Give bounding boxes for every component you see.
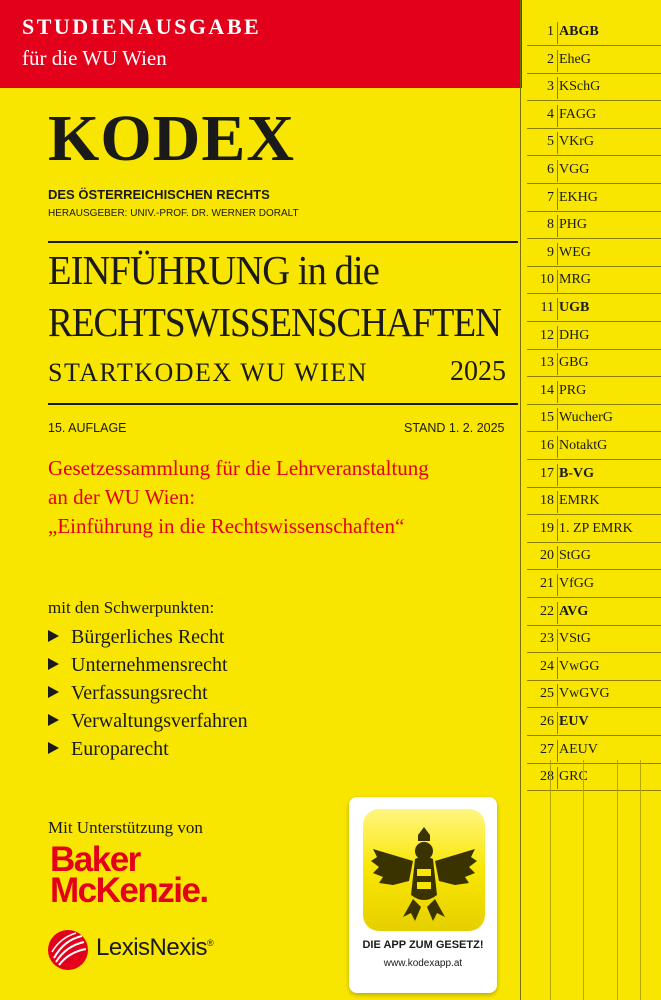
register-tab-separator: [557, 188, 558, 210]
register-tab-number: 13: [540, 355, 554, 371]
register-tab-abbreviation: NotaktG: [559, 438, 608, 453]
register-tab-number: 22: [540, 603, 554, 619]
register-tab-number: 9: [547, 244, 554, 260]
focus-item: [48, 711, 248, 731]
register-tab-number: 27: [540, 741, 554, 757]
register-tab-separator: [557, 767, 558, 789]
focus-item: [48, 655, 228, 675]
register-tab-separator: [557, 160, 558, 182]
book-year: 2025: [450, 356, 506, 387]
triangle-bullet-icon: [48, 630, 59, 642]
register-tab-abbreviation: VfGG: [559, 576, 594, 591]
register-tab-abbreviation: EUV: [559, 714, 589, 729]
register-tab-separator: [557, 740, 558, 762]
book-title-line1: EINFÜHRUNG in die: [48, 247, 379, 293]
register-tab-separator: [557, 77, 558, 99]
register-tab-separator: [557, 546, 558, 568]
sponsor-logo-line1: Baker: [50, 840, 140, 879]
brand-subtitle: DES ÖSTERREICHISCHEN RECHTS: [48, 187, 270, 202]
register-tab: [521, 516, 661, 543]
register-tab-abbreviation: DHG: [559, 327, 590, 343]
register-tab-abbreviation: UGB: [559, 300, 590, 315]
register-tab-separator: [557, 436, 558, 458]
triangle-bullet-icon: [48, 658, 59, 670]
register-tab: [521, 267, 661, 294]
register-tab: [521, 157, 661, 184]
register-tab-abbreviation: GBG: [559, 355, 589, 371]
register-tab-number: 2: [547, 51, 554, 67]
register-tab-separator: [557, 353, 558, 375]
register-tab-number: 24: [540, 658, 554, 674]
app-caption: DIE APP ZUM GESETZ!: [362, 939, 484, 951]
register-tab-number: 3: [547, 79, 554, 95]
register-tab-abbreviation: EKHG: [559, 189, 598, 205]
register-tab-separator: [557, 105, 558, 127]
focus-item-label: Verwaltungsverfahren: [71, 710, 248, 732]
register-tab: [521, 488, 661, 515]
sponsor-logo-line2: McKenzie.: [50, 871, 208, 910]
register-tab: [521, 681, 661, 708]
register-tab: [521, 240, 661, 267]
register-tab-abbreviation: AVG: [559, 603, 589, 619]
register-tab: [521, 709, 661, 736]
register-tab-abbreviation: VwGG: [559, 658, 600, 674]
triangle-bullet-icon: [48, 686, 59, 698]
register-tab-number: 8: [547, 217, 554, 233]
register-tab-separator: [557, 464, 558, 486]
register-tab: [521, 129, 661, 156]
register-tab-number: 7: [547, 189, 554, 205]
support-intro: Mit Unterstützung von: [48, 818, 203, 837]
register-tab-separator: [557, 381, 558, 403]
banner-subtitle: für die WU Wien: [22, 46, 167, 70]
register-tab: [521, 378, 661, 405]
focus-item-label: Europarecht: [71, 738, 169, 760]
register-tab: [521, 571, 661, 598]
register-tab-separator: [557, 132, 558, 154]
lexisnexis-logo-icon: [46, 928, 90, 972]
book-subtitle: STARTKODEX WU WIEN: [48, 358, 368, 387]
edition-banner: [0, 0, 522, 88]
focus-item: [48, 739, 169, 759]
register-tab-separator: [557, 326, 558, 348]
register-tab-number: 5: [547, 134, 554, 150]
page-edge-line: [640, 760, 641, 1000]
register-tab-separator: [557, 270, 558, 292]
eagle-crest-icon: [363, 809, 485, 931]
register-tab-number: 11: [540, 300, 554, 315]
description-line: an der WU Wien:: [48, 485, 196, 509]
register-tab: [521, 74, 661, 101]
register-tab-separator: [557, 408, 558, 430]
book-title-line2: RECHTSWISSENSCHAFTEN: [48, 299, 501, 345]
register-tab-abbreviation: KSchG: [559, 79, 601, 95]
register-tab-abbreviation: EheG: [559, 51, 591, 67]
register-tab-number: 1: [547, 24, 554, 39]
register-tab-number: 18: [540, 493, 554, 509]
title-rule-top: [48, 241, 518, 243]
register-tab: [521, 543, 661, 570]
register-tab-abbreviation: AEUV: [559, 741, 598, 757]
app-url: www.kodexapp.at: [383, 958, 463, 969]
triangle-bullet-icon: [48, 714, 59, 726]
register-tab-abbreviation: GRC: [559, 769, 588, 785]
register-tab-abbreviation: 1. ZP EMRK: [559, 520, 633, 536]
register-tab-separator: [557, 657, 558, 679]
focus-item: [48, 627, 224, 647]
register-tab: [521, 19, 661, 46]
register-tab-number: 25: [540, 686, 554, 702]
register-tab-separator: [557, 50, 558, 72]
register-tab: [521, 47, 661, 74]
register-tab: [521, 654, 661, 681]
stand-date: STAND 1. 2. 2025: [404, 421, 505, 435]
register-tab-abbreviation: MRG: [559, 272, 591, 288]
focus-item-label: Verfassungsrecht: [71, 682, 208, 704]
register-tab: [521, 102, 661, 129]
register-tab-abbreviation: StGG: [559, 548, 591, 564]
register-tab-abbreviation: FAGG: [559, 106, 597, 122]
focus-item: [48, 683, 208, 703]
register-tab-abbreviation: PRG: [559, 382, 587, 398]
register-tab-separator: [557, 602, 558, 624]
register-tab-abbreviation: VStG: [559, 631, 591, 647]
brand-name: KODEX: [48, 102, 296, 175]
register-tab: [521, 433, 661, 460]
register-tab-separator: [557, 629, 558, 651]
page-edge-line: [550, 760, 551, 1000]
register-tab-abbreviation: VKrG: [559, 134, 594, 150]
banner-title: STUDIENAUSGABE: [22, 14, 262, 39]
register-tab-number: 6: [547, 162, 554, 177]
edition-label: 15. AUFLAGE: [48, 421, 127, 435]
register-tab-number: 28: [540, 769, 554, 785]
register-tab-separator: [557, 684, 558, 706]
register-tab-number: 23: [540, 631, 554, 647]
app-promo-card: [349, 797, 497, 993]
focus-item-label: Bürgerliches Recht: [71, 626, 225, 648]
register-tab-abbreviation: VwGVG: [559, 686, 610, 702]
register-tab-number: 20: [540, 548, 554, 564]
register-tab-number: 12: [540, 327, 554, 343]
register-tab-separator: [557, 491, 558, 513]
title-rule-bottom: [48, 403, 518, 405]
register-tab-abbreviation: B-VG: [559, 465, 594, 481]
register-tab-abbreviation: WucherG: [559, 410, 613, 426]
register-tab-separator: [557, 712, 558, 734]
register-tab-number: 17: [540, 465, 554, 481]
register-tab-abbreviation: VGG: [559, 162, 590, 177]
register-tab: [521, 323, 661, 350]
register-tab-number: 15: [540, 410, 554, 426]
register-tab-number: 26: [540, 714, 554, 729]
register-tab-abbreviation: WEG: [559, 244, 591, 260]
kodex-app-icon: [363, 809, 485, 931]
register-tab-number: 10: [540, 272, 554, 288]
register-tab-separator: [557, 298, 558, 320]
triangle-bullet-icon: [48, 742, 59, 754]
focus-intro: mit den Schwerpunkten:: [48, 598, 215, 617]
register-tab: [521, 295, 661, 322]
register-tab: [521, 599, 661, 626]
register-tab-abbreviation: ABGB: [559, 24, 599, 39]
register-tab-abbreviation: EMRK: [559, 493, 600, 509]
description-line: „Einführung in die Rechtswissenschaften“: [48, 514, 405, 538]
page-edge-line: [583, 760, 584, 1000]
publisher-name: LexisNexis®: [96, 934, 214, 961]
register-tab-number: 16: [540, 438, 554, 453]
register-tab: [521, 626, 661, 653]
register-tab-number: 14: [540, 382, 554, 398]
register-tab-separator: [557, 243, 558, 265]
register-tab-number: 19: [540, 520, 554, 536]
register-tab-separator: [557, 22, 558, 44]
register-tab-abbreviation: PHG: [559, 217, 588, 233]
register-tab: [521, 350, 661, 377]
register-tab-separator: [557, 215, 558, 237]
register-tab: [521, 212, 661, 239]
register-tab-number: 21: [540, 576, 554, 591]
register-tab: [521, 405, 661, 432]
register-tab-number: 4: [547, 106, 554, 122]
register-tab-separator: [557, 519, 558, 541]
page-edge-line: [617, 760, 618, 1000]
description-line: Gesetzessammlung für die Lehrveranstaltung: [48, 456, 429, 480]
register-tab-separator: [557, 574, 558, 596]
register-tab: [521, 185, 661, 212]
editor-line: HERAUSGEBER: UNIV.-PROF. DR. WERNER DORALT: [48, 208, 299, 219]
register-tab: [521, 461, 661, 488]
focus-item-label: Unternehmensrecht: [71, 654, 228, 676]
